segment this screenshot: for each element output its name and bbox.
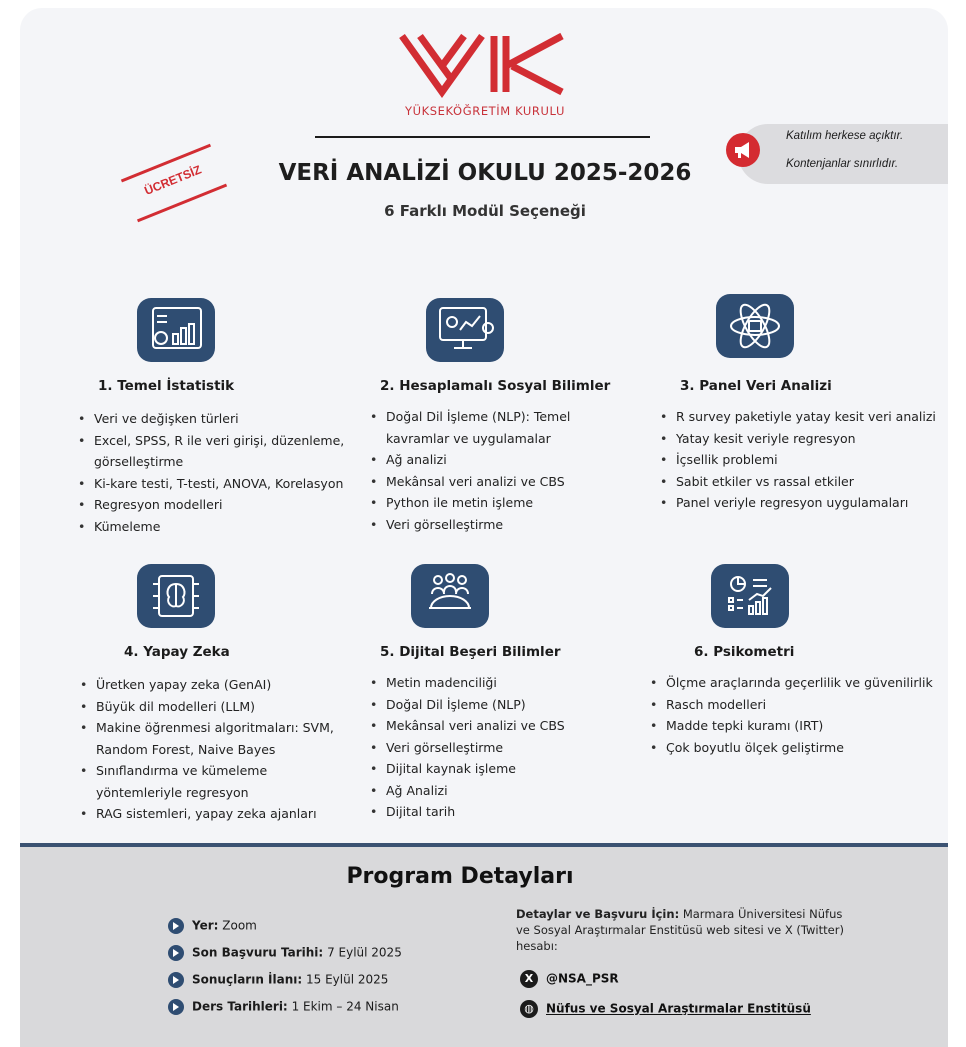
list-item: • Büyük dil modelleri (LLM)	[80, 696, 350, 718]
module-5-title: 5. Dijital Beşeri Bilimler	[380, 644, 561, 660]
module-4-title: 4. Yapay Zeka	[124, 644, 230, 660]
list-item: • Metin madenciliği	[370, 672, 620, 694]
arrow-bullet-icon	[168, 972, 184, 988]
dashboard-chart-icon	[137, 298, 215, 362]
website-link[interactable]: ◍ Nüfus ve Sosyal Araştırmalar Enstitüsü	[520, 1000, 811, 1018]
list-item: • Sabit etkiler vs rassal etkiler	[660, 471, 940, 493]
module-1-list	[78, 408, 348, 537]
list-item: • Doğal Dil İşleme (NLP): Temel kavramlar ve uygulamalar	[370, 406, 635, 449]
notice-line-2: Kontenjanlar sınırlıdır.	[786, 158, 899, 170]
atom-icon	[716, 294, 794, 358]
list-item: • Çok boyutlu ölçek geliştirme	[650, 737, 940, 759]
module-6-title: 6. Psikometri	[694, 644, 795, 660]
apply-label: Detaylar ve Başvuru İçin:	[516, 907, 680, 921]
people-globe-icon	[411, 564, 489, 628]
list-item: • Ağ analizi	[370, 449, 635, 471]
list-item: • Panel veriyle regresyon uygulamaları	[660, 492, 940, 514]
module-5-list	[370, 672, 620, 823]
module-4-list	[80, 674, 350, 825]
module-1-title: 1. Temel İstatistik	[98, 378, 235, 394]
list-item: • Makine öğrenmesi algoritmaları: SVM, Random Forest, Naive Bayes	[80, 717, 350, 760]
list-item: • Yatay kesit veriyle regresyon	[660, 428, 940, 450]
page-title: VERİ ANALİZİ OKULU 2025-2026	[278, 160, 692, 186]
logo-subtitle: YÜKSEKÖĞRETİM KURULU	[405, 104, 565, 118]
free-stamp: ÜCRETSİZ	[121, 144, 227, 223]
detail-location: Yer: Zoom	[168, 918, 257, 934]
page-subtitle: 6 Farklı Modül Seçeneği	[384, 202, 586, 220]
megaphone-icon	[726, 133, 760, 167]
detail-course-dates: Ders Tarihleri: 1 Ekim – 24 Nisan	[168, 999, 399, 1015]
list-item: • Kümeleme	[78, 516, 348, 538]
list-item: • Python ile metin işleme	[370, 492, 635, 514]
module-6-list	[650, 672, 940, 758]
list-item: • RAG sistemleri, yapay zeka ajanları	[80, 803, 350, 825]
program-details-title: Program Detayları	[346, 864, 574, 889]
notice-line-1: Katılım herkese açıktır.	[786, 130, 904, 142]
list-item: • Ağ Analizi	[370, 780, 620, 802]
module-3-list	[660, 406, 940, 514]
list-item: • Mekânsal veri analizi ve CBS	[370, 715, 620, 737]
list-item: • Veri görselleştirme	[370, 737, 620, 759]
globe-icon: ◍	[520, 1000, 538, 1018]
detail-deadline: Son Başvuru Tarihi: 7 Eylül 2025	[168, 945, 402, 961]
apply-text: Marmara Üniversitesi Nüfus ve Sosyal Araştırmalar Enstitüsü web sitesi ve X (Twitter) hesabı:	[516, 907, 844, 953]
list-item: • Regresyon modelleri	[78, 494, 348, 516]
list-item: • Excel, SPSS, R ile veri girişi, düzenleme, görselleştirme	[78, 430, 348, 473]
x-twitter-icon: X	[520, 970, 538, 988]
list-item: • Mekânsal veri analizi ve CBS	[370, 471, 635, 493]
apply-info	[516, 906, 856, 954]
ai-chip-brain-icon	[137, 564, 215, 628]
list-item: • Doğal Dil İşleme (NLP)	[370, 694, 620, 716]
list-item: • Ölçme araçlarında geçerlilik ve güvenilirlik	[650, 672, 940, 694]
list-item: • Madde tepki kuramı (IRT)	[650, 715, 940, 737]
twitter-link[interactable]: X @NSA_PSR	[520, 970, 619, 988]
list-item: • Rasch modelleri	[650, 694, 940, 716]
module-2-title: 2. Hesaplamalı Sosyal Bilimler	[380, 378, 611, 394]
list-item: • Veri ve değişken türleri	[78, 408, 348, 430]
monitor-analytics-icon	[426, 298, 504, 362]
list-item: • Dijital tarih	[370, 801, 620, 823]
module-3-title: 3. Panel Veri Analizi	[680, 378, 832, 394]
header-divider	[315, 136, 650, 138]
list-item: • Dijital kaynak işleme	[370, 758, 620, 780]
list-item: • Veri görselleştirme	[370, 514, 635, 536]
list-item: • Üretken yapay zeka (GenAI)	[80, 674, 350, 696]
module-2-list	[370, 406, 635, 535]
arrow-bullet-icon	[168, 999, 184, 1015]
charts-report-icon	[711, 564, 789, 628]
list-item: • Sınıflandırma ve kümeleme yöntemleriyle regresyon	[80, 760, 350, 803]
list-item: • R survey paketiyle yatay kesit veri analizi	[660, 406, 940, 428]
arrow-bullet-icon	[168, 918, 184, 934]
list-item: • Ki-kare testi, T-testi, ANOVA, Korelasyon	[78, 473, 348, 495]
detail-results: Sonuçların İlanı: 15 Eylül 2025	[168, 972, 388, 988]
list-item: • İçsellik problemi	[660, 449, 940, 471]
arrow-bullet-icon	[168, 945, 184, 961]
